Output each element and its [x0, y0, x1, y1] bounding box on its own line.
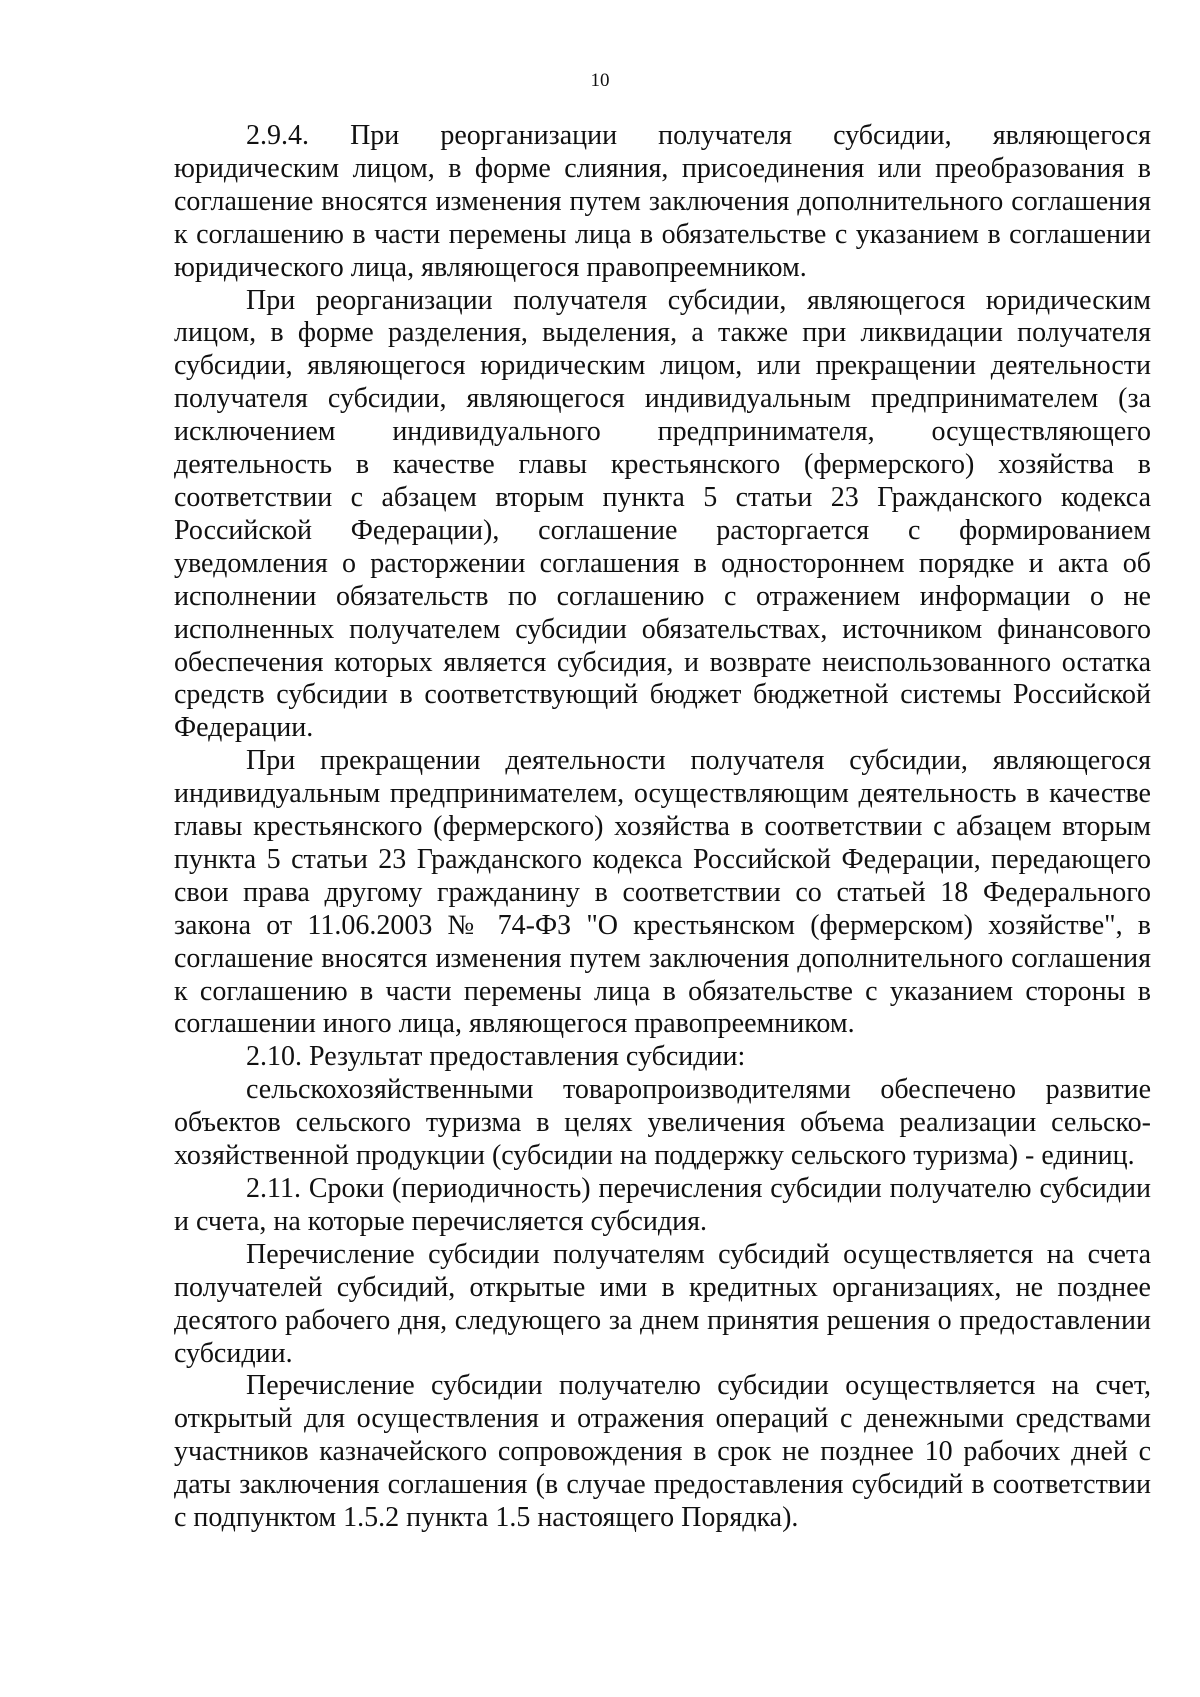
- paragraph-result-description: сельскохозяйственными товаропроизводителями обеспечено развитие объектов сельского туризма в целях увеличения объема реализации сельско-хозяйственной продукции (субсидии на поддержку сельского туризма) - единиц.: [174, 1074, 1151, 1172]
- paragraph-2-11-heading: 2.11. Сроки (периодичность) перечисления субсидии получателю субсидии и счета, на которые перечисляется субсидия.: [174, 1173, 1151, 1237]
- page-number: 10: [590, 70, 610, 91]
- paragraph-termination-farmer: При прекращении деятельности получателя субсидии, являющегося индивидуальным предпринимателем, осуществляющим деятельность в качестве главы крестьянского (фермерского) хозяйства в соответствии с абзацем вторым пункта 5 статьи 23 Гражданского кодекса Российской Федерации, передающего свои права другому гражданину в соответствии со статьей 18 Федерального закона от 11.06.2003 № 74-ФЗ "О крестьянском (фермерском) хозяйстве", в соглашение вносятся изменения путем заключения дополнительного соглашения к соглашению в части перемены лица в обязательстве с указанием стороны в соглашении иного лица, являющегося правопреемником.: [174, 745, 1151, 1040]
- paragraph-transfer-treasury: Перечисление субсидии получателю субсидии осуществляется на счет, открытый для осуществления и отражения операций с денежными средствами участников казначейского сопровождения в срок не позднее 10 рабочих дней с даты заключения соглашения (в случае предоставления субсидий в соответствии с подпунктом 1.5.2 пункта 1.5 настоящего Порядка).: [174, 1370, 1151, 1534]
- document-body: [174, 120, 1151, 1535]
- paragraph-2-9-4: 2.9.4. При реорганизации получателя субсидии, являющегося юридическим лицом, в форме слияния, присоединения или преобразования в соглашение вносятся изменения путем заключения дополнительного соглашения к соглашению в части перемены лица в обязательстве с указанием в соглашении юридического лица, являющегося правопреемником.: [174, 120, 1151, 283]
- paragraph-2-10-heading: 2.10. Результат предоставления субсидии:: [246, 1041, 746, 1073]
- paragraph-transfer-to-recipients: Перечисление субсидии получателям субсидий осуществляется на счета получателей субсидий, открытые ими в кредитных организациях, не позднее десятого рабочего дня, следующего за днем принятия решения о предоставлении субсидии.: [174, 1238, 1151, 1369]
- paragraph-reorganization-division: При реорганизации получателя субсидии, являющегося юридическим лицом, в форме разделения, выделения, а также при ликвидации получателя субсидии, являющегося юридическим лицом, или прекращении деятельности получателя субсидии, являющегося индивидуальным предпринимателем (за исключением индивидуального предпринимателя, осуществляющего деятельность в качестве главы крестьянского (фермерского) хозяйства в соответствии с абзацем вторым пункта 5 статьи 23 Гражданского кодекса Российской Федерации), соглашение расторгается с формированием уведомления о расторжении соглашения в одностороннем порядке и акта об исполнении обязательств по соглашению с отражением информации о не исполненных получателем субсидии обязательствах, источником финансового обеспечения которых является субсидия, и возврате неиспользованного остатка средств субсидии в соответствующий бюджет бюджетной системы Российской Федерации.: [174, 284, 1151, 744]
